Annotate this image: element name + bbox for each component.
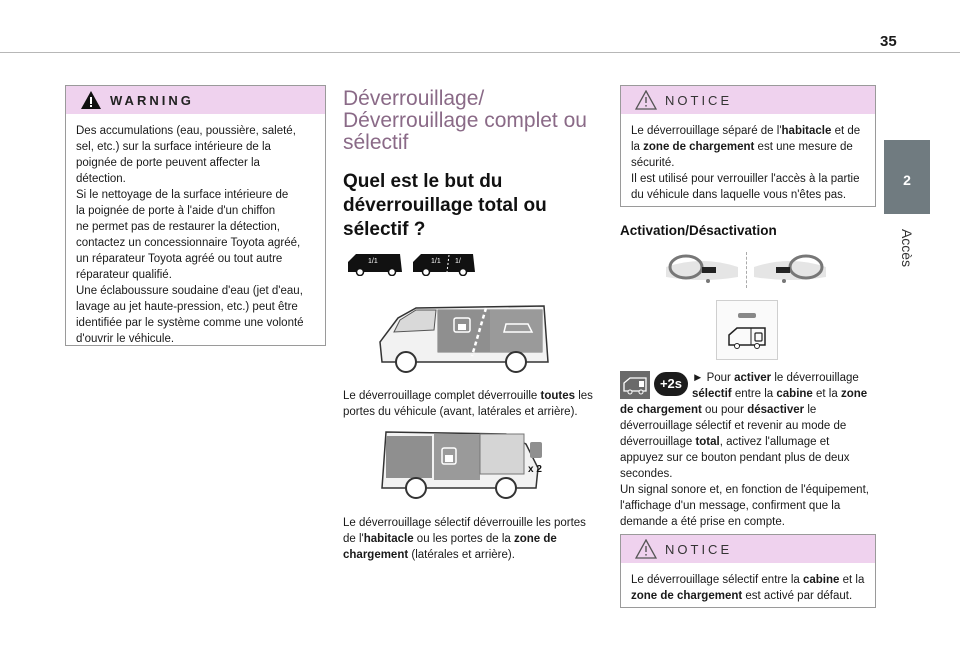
- header-divider: [0, 52, 960, 53]
- press-two-seconds-icon: +2s: [654, 372, 688, 396]
- notice-triangle-icon: [635, 90, 657, 110]
- warning-triangle-icon: [80, 90, 102, 110]
- notice-header-2: [621, 535, 875, 563]
- notice-box-1: [620, 85, 876, 207]
- activation-subheading: Activation/Désactivation: [620, 223, 777, 238]
- warning-header: [66, 86, 325, 114]
- full-unlock-text: Le déverrouillage complet déverrouille toutes les portes du véhicule (avant, latérales et arrière).: [343, 390, 593, 418]
- van-illustration-selective-unlock: [376, 428, 554, 500]
- notice-box-2: [620, 534, 876, 608]
- notice-text-1: Le déverrouillage séparé de l'habitacle et de la zone de chargement est une mesure de sécurité. Il est utilisé pour verrouiller l'accès à la partie du véhicule dans laquelle vous n'êtes pas.: [631, 125, 861, 201]
- dashboard-divider: [746, 252, 747, 288]
- selective-button-closeup: [716, 300, 778, 360]
- activation-instructions: ► Pour activer le déverrouillage sélectif entre la cabine et la zone de chargement ou pour désactiver le déverrouillage sélectif et revenir au mode de déverrouillage total, activez l'allumage et appuyez sur ce bouton pendant plus de deux secondes. Un signal sonore et, en fonction de l'équipement, l'affichage d'un message, confirment que la demande a été prise en compte.: [620, 372, 869, 528]
- page-number: 35: [880, 33, 897, 50]
- dashboard-steering-right-icon: [752, 253, 828, 287]
- svg-text:x 2: x 2: [528, 464, 542, 475]
- chapter-tab-number: 2: [903, 172, 911, 188]
- warning-title: WARNING: [110, 93, 194, 108]
- selective-unlock-text: Le déverrouillage sélectif déverrouille les portes de l'habitacle ou les portes de la zone de chargement (latérales et arrière).: [343, 517, 586, 561]
- notice-title-1: NOTICE: [665, 93, 733, 108]
- chapter-tab-label: Accès: [899, 228, 915, 268]
- van-illustration-full-unlock: [376, 300, 550, 376]
- question-heading: Quel est le but du déverrouillage total ou sélectif ?: [343, 171, 547, 240]
- dashboard-steering-left-icon: [664, 253, 740, 287]
- van-full-unlock-icon: [346, 250, 404, 276]
- van-selective-unlock-icon: [411, 250, 477, 276]
- notice-triangle-icon: [635, 539, 657, 559]
- section-title: Déverrouillage/ Déverrouillage complet ou sélectif: [343, 87, 587, 154]
- warning-text: Des accumulations (eau, poussière, saleté, sel, etc.) sur la surface intérieure de la poignée de porte peuvent affecter la détection. Si le nettoyage de la surface intérieure de la poignée de porte à l'aide d'un chiffon ne permet pas de restaurer la détection, contactez un concessionnaire Toyota agréé, un réparateur Toyota agréé ou tout autre réparateur qualifié. Une éclaboussure soudaine d'eau (jet d'eau, lavage au jet haute-pression, etc.) peut être identifiée par le système comme une volonté d'ouvrir le véhicule.: [76, 125, 304, 345]
- notice-title-2: NOTICE: [665, 542, 733, 557]
- svg-text:1/1: 1/1: [431, 258, 441, 265]
- van-lock-icon: [725, 325, 769, 351]
- svg-text:1/1: 1/1: [368, 258, 378, 265]
- notice-header-1: [621, 86, 875, 114]
- notice-text-2: Le déverrouillage sélectif entre la cabine et la zone de chargement est activé par défaut.: [631, 574, 865, 602]
- svg-text:1/: 1/: [455, 258, 461, 265]
- warning-box: [65, 85, 326, 346]
